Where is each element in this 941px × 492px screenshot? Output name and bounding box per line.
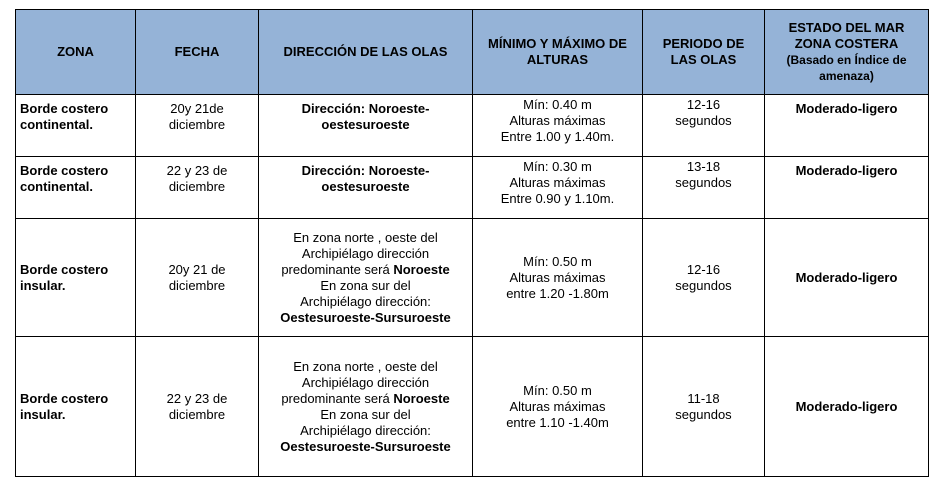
periodo-cell: [643, 157, 765, 219]
periodo-cell: [643, 95, 765, 157]
direccion-line1: En zona norte , oeste del: [293, 358, 438, 374]
zona-cell: [16, 337, 136, 477]
direccion-line5: Archipiélago dirección:: [300, 293, 431, 309]
header-estado-line2: ZONA COSTERA: [794, 36, 899, 51]
alturas-line2: Alturas máximas: [509, 398, 606, 414]
periodo-line1: 11-18: [687, 390, 720, 406]
zona-line1: Borde costero: [20, 163, 109, 178]
direccion-line2: Archipiélago dirección: [301, 374, 430, 390]
alturas-cell: [473, 157, 643, 219]
zona-line2: insular.: [20, 406, 66, 422]
table-row: [16, 95, 929, 157]
periodo-line2: segundos: [675, 175, 732, 190]
header-estado: [765, 10, 929, 95]
zona-cell: [16, 95, 136, 157]
fecha-line2: diciembre: [168, 117, 226, 132]
fecha-cell: [136, 337, 259, 477]
header-periodo-line2: LAS OLAS: [670, 52, 737, 67]
periodo-cell: [643, 219, 765, 337]
periodo-line2: segundos: [675, 277, 732, 293]
zona-line2: continental.: [20, 117, 93, 132]
fecha-line2: diciembre: [168, 277, 226, 293]
direccion-line3-bold: Noroeste: [393, 261, 450, 277]
wave-forecast-table: [15, 9, 929, 477]
alturas-line1: Mín: 0.50 m: [523, 382, 592, 398]
periodo-cell: [643, 337, 765, 477]
fecha-cell: [136, 219, 259, 337]
header-zona: ZONA: [16, 10, 136, 95]
direccion-line1: Dirección: Noroeste-: [301, 101, 430, 116]
periodo-line1: 13-18: [686, 159, 721, 174]
table-row: [16, 157, 929, 219]
zona-cell: [16, 157, 136, 219]
header-direccion: DIRECCIÓN DE LAS OLAS: [259, 10, 473, 95]
direccion-cell: [259, 95, 473, 157]
direccion-line3-text: predominante será: [281, 261, 394, 277]
alturas-cell: [473, 337, 643, 477]
direccion-cell: [259, 337, 473, 477]
header-estado-line1: ESTADO DEL MAR: [788, 20, 905, 35]
alturas-line3: Entre 0.90 y 1.10m.: [500, 191, 615, 206]
fecha-line1: 22 y 23 de: [166, 163, 228, 178]
alturas-cell: [473, 95, 643, 157]
direccion-line4: En zona sur del: [320, 406, 411, 422]
direccion-line6: Oestesuroeste-Sursuroeste: [280, 309, 451, 325]
direccion-line3-text: predominante será: [281, 390, 394, 406]
direccion-line1: Dirección: Noroeste-: [301, 163, 430, 178]
direccion-line6: Oestesuroeste-Sursuroeste: [280, 438, 451, 454]
estado-cell: Moderado-ligero: [765, 219, 929, 337]
header-periodo: [643, 10, 765, 95]
direccion-line5: Archipiélago dirección:: [300, 422, 431, 438]
table-row: [16, 337, 929, 477]
alturas-line3: entre 1.20 -1.80m: [506, 285, 609, 301]
header-estado-line4: amenaza): [819, 69, 874, 83]
fecha-line2: diciembre: [168, 179, 226, 194]
direccion-line4: En zona sur del: [320, 277, 411, 293]
fecha-line2: diciembre: [168, 406, 226, 422]
header-fecha: FECHA: [136, 10, 259, 95]
estado-cell: Moderado-ligero: [765, 337, 929, 477]
zona-cell: [16, 219, 136, 337]
fecha-cell: [136, 95, 259, 157]
estado-cell: Moderado-ligero: [765, 157, 929, 219]
alturas-line3: Entre 1.00 y 1.40m.: [500, 129, 615, 144]
fecha-line1: 22 y 23 de: [166, 390, 228, 406]
estado-cell: Moderado-ligero: [765, 95, 929, 157]
zona-line1: Borde costero: [20, 261, 109, 277]
fecha-line1: 20y 21de: [170, 101, 224, 116]
header-alturas: MÍNIMO Y MÁXIMO DE ALTURAS: [473, 10, 643, 95]
header-row: [16, 10, 929, 95]
direccion-cell: [259, 157, 473, 219]
direccion-line3-bold: Noroeste: [393, 390, 450, 406]
alturas-line1: Mín: 0.40 m: [523, 97, 592, 112]
alturas-line2: Alturas máximas: [509, 113, 606, 128]
header-periodo-line1: PERIODO DE: [662, 36, 745, 51]
zona-line2: insular.: [20, 277, 66, 293]
periodo-line1: 12-16: [686, 97, 721, 112]
header-estado-line3: (Basado en Índice de: [786, 53, 907, 67]
fecha-cell: [136, 157, 259, 219]
direccion-line2: oestesuroeste: [321, 117, 410, 132]
direccion-line2: oestesuroeste: [321, 179, 410, 194]
alturas-line3: entre 1.10 -1.40m: [506, 414, 609, 430]
zona-line1: Borde costero: [20, 101, 109, 116]
direccion-line1: En zona norte , oeste del: [293, 229, 438, 245]
direccion-cell: [259, 219, 473, 337]
alturas-line1: Mín: 0.50 m: [523, 253, 592, 269]
alturas-line2: Alturas máximas: [509, 175, 606, 190]
zona-line2: continental.: [20, 179, 93, 194]
alturas-cell: [473, 219, 643, 337]
alturas-line1: Mín: 0.30 m: [523, 159, 592, 174]
zona-line1: Borde costero: [20, 390, 109, 406]
periodo-line1: 12-16: [686, 261, 721, 277]
direccion-line3: [263, 262, 468, 278]
direccion-line3: [263, 391, 468, 407]
periodo-line2: segundos: [675, 406, 732, 422]
direccion-line2: Archipiélago dirección: [301, 245, 430, 261]
table-row: [16, 219, 929, 337]
periodo-line2: segundos: [675, 113, 732, 128]
fecha-line1: 20y 21 de: [168, 261, 226, 277]
alturas-line2: Alturas máximas: [509, 269, 606, 285]
